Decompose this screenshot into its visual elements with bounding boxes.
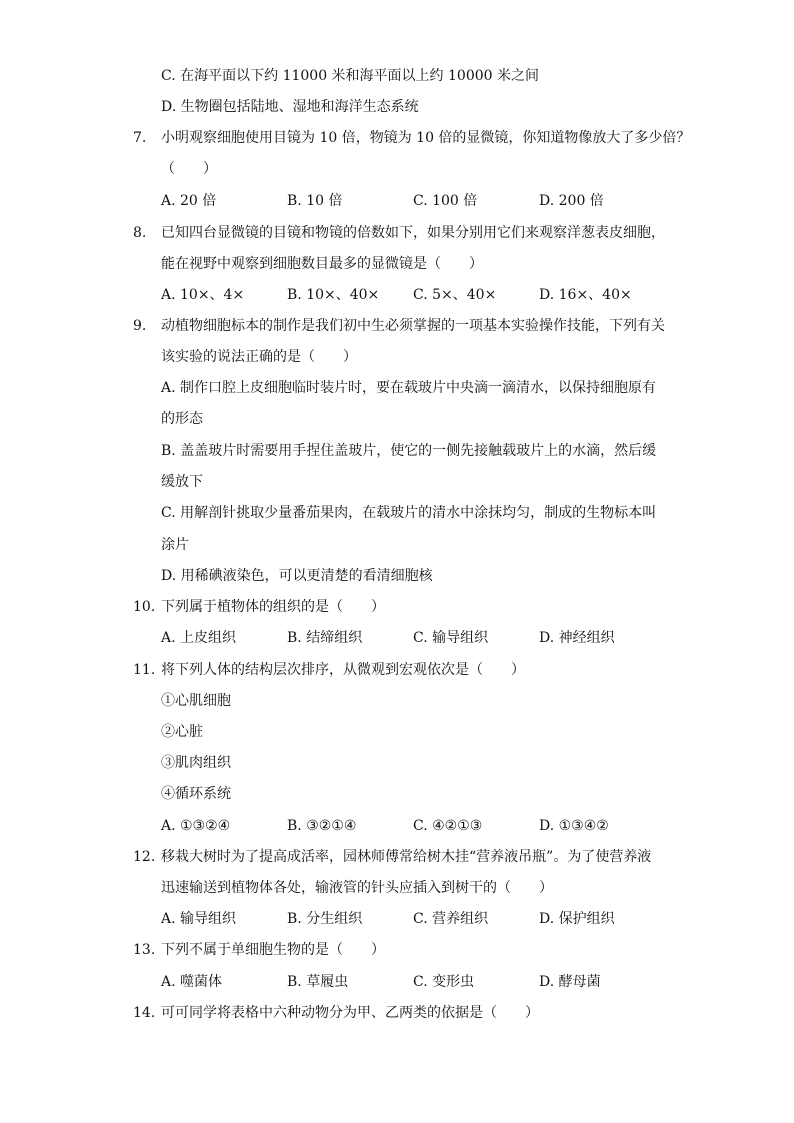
q6-option-c: C. 在海平面以下约 11000 米和海平面以上约 10000 米之间	[161, 68, 539, 84]
q9-option-c-cont: 涂片	[161, 537, 189, 553]
q8-stem: 已知四台显微镜的目镜和物镜的倍数如下，如果分别用它们来观察洋葱表皮细胞，	[161, 225, 665, 241]
q9-option-a-cont: 的形态	[161, 411, 203, 427]
q11-option-b: B. ③②①④	[287, 818, 357, 834]
q10-option-d: D. 神经组织	[539, 630, 615, 646]
q11-list-item: ①心肌细胞	[161, 693, 231, 709]
q11-option-a: A. ①③②④	[161, 818, 231, 834]
q11-list-item: ③肌肉组织	[161, 755, 231, 771]
q13-option-b: B. 草履虫	[287, 974, 349, 990]
q11-option-d: D. ①③④②	[539, 818, 609, 834]
q8-option-c: C. 5×、40×	[413, 287, 497, 303]
q12-option-d: D. 保护组织	[539, 911, 615, 927]
q13-number: 13.	[133, 942, 156, 958]
q13-option-a: A. 噬菌体	[161, 974, 223, 990]
q9-stem: 动植物细胞标本的制作是我们初中生必须掌握的一项基本实验操作技能，下列有关	[161, 318, 665, 334]
q9-option-c: C. 用解剖针挑取少量番茄果肉，在载玻片的清水中涂抹均匀，制成的生物标本叫	[161, 505, 657, 521]
q7-stem: 小明观察细胞使用目镜为 10 倍，物镜为 10 倍的显微镜，你知道物像放大了多少倍？	[161, 130, 691, 146]
q12-option-a: A. 输导组织	[161, 911, 237, 927]
q9-option-a: A. 制作口腔上皮细胞临时装片时，要在载玻片中央滴一滴清水，以保持细胞原有	[161, 380, 657, 396]
q11-number: 11.	[133, 662, 156, 678]
q7-option-c: C. 100 倍	[413, 193, 478, 209]
q13-option-c: C. 变形虫	[413, 974, 475, 990]
q14-stem: 可可同学将表格中六种动物分为甲、乙两类的依据是（ ）	[161, 1005, 539, 1021]
q13-option-d: D. 酵母菌	[539, 974, 601, 990]
q12-option-b: B. 分生组织	[287, 911, 363, 927]
q10-option-c: C. 输导组织	[413, 630, 489, 646]
q7-option-a: A. 20 倍	[161, 193, 217, 209]
q12-stem-cont: 迅速输送到植物体各处，输液管的针头应插入到树干的（ ）	[161, 880, 553, 896]
q7-number: 7.	[133, 130, 147, 146]
q11-option-c: C. ④②①③	[413, 818, 483, 834]
q7-stem-cont: （ ）	[161, 161, 217, 177]
q10-option-b: B. 结缔组织	[287, 630, 363, 646]
q9-number: 9.	[133, 318, 147, 334]
q9-option-d: D. 用稀碘液染色，可以更清楚的看清细胞核	[161, 568, 433, 584]
q13-stem: 下列不属于单细胞生物的是（ ）	[161, 942, 385, 958]
q12-stem: 移栽大树时为了提高成活率，园林师傅常给树木挂“营养液吊瓶”。为了使营养液	[161, 849, 652, 865]
q9-option-b: B. 盖盖玻片时需要用手捏住盖玻片，使它的一侧先接触载玻片上的水滴，然后缓	[161, 443, 657, 459]
q10-number: 10.	[133, 599, 156, 615]
q10-option-a: A. 上皮组织	[161, 630, 237, 646]
q8-option-b: B. 10×、40×	[287, 287, 380, 303]
q7-option-b: B. 10 倍	[287, 193, 343, 209]
q8-option-d: D. 16×、40×	[539, 287, 632, 303]
q12-option-c: C. 营养组织	[413, 911, 489, 927]
q8-number: 8.	[133, 225, 147, 241]
q9-option-b-cont: 缓放下	[161, 474, 203, 490]
q7-option-d: D. 200 倍	[539, 193, 604, 209]
q9-stem-cont: 该实验的说法正确的是（ ）	[161, 349, 357, 365]
q8-option-a: A. 10×、4×	[161, 287, 245, 303]
q10-stem: 下列属于植物体的组织的是（ ）	[161, 599, 385, 615]
q11-list-item: ④循环系统	[161, 786, 231, 802]
q11-stem: 将下列人体的结构层次排序，从微观到宏观依次是（ ）	[161, 662, 525, 678]
q6-option-d: D. 生物圈包括陆地、湿地和海洋生态系统	[161, 99, 419, 115]
q8-stem-cont: 能在视野中观察到细胞数目最多的显微镜是（ ）	[161, 256, 483, 272]
q14-number: 14.	[133, 1005, 156, 1021]
q11-list-item: ②心脏	[161, 724, 203, 740]
q12-number: 12.	[133, 849, 156, 865]
